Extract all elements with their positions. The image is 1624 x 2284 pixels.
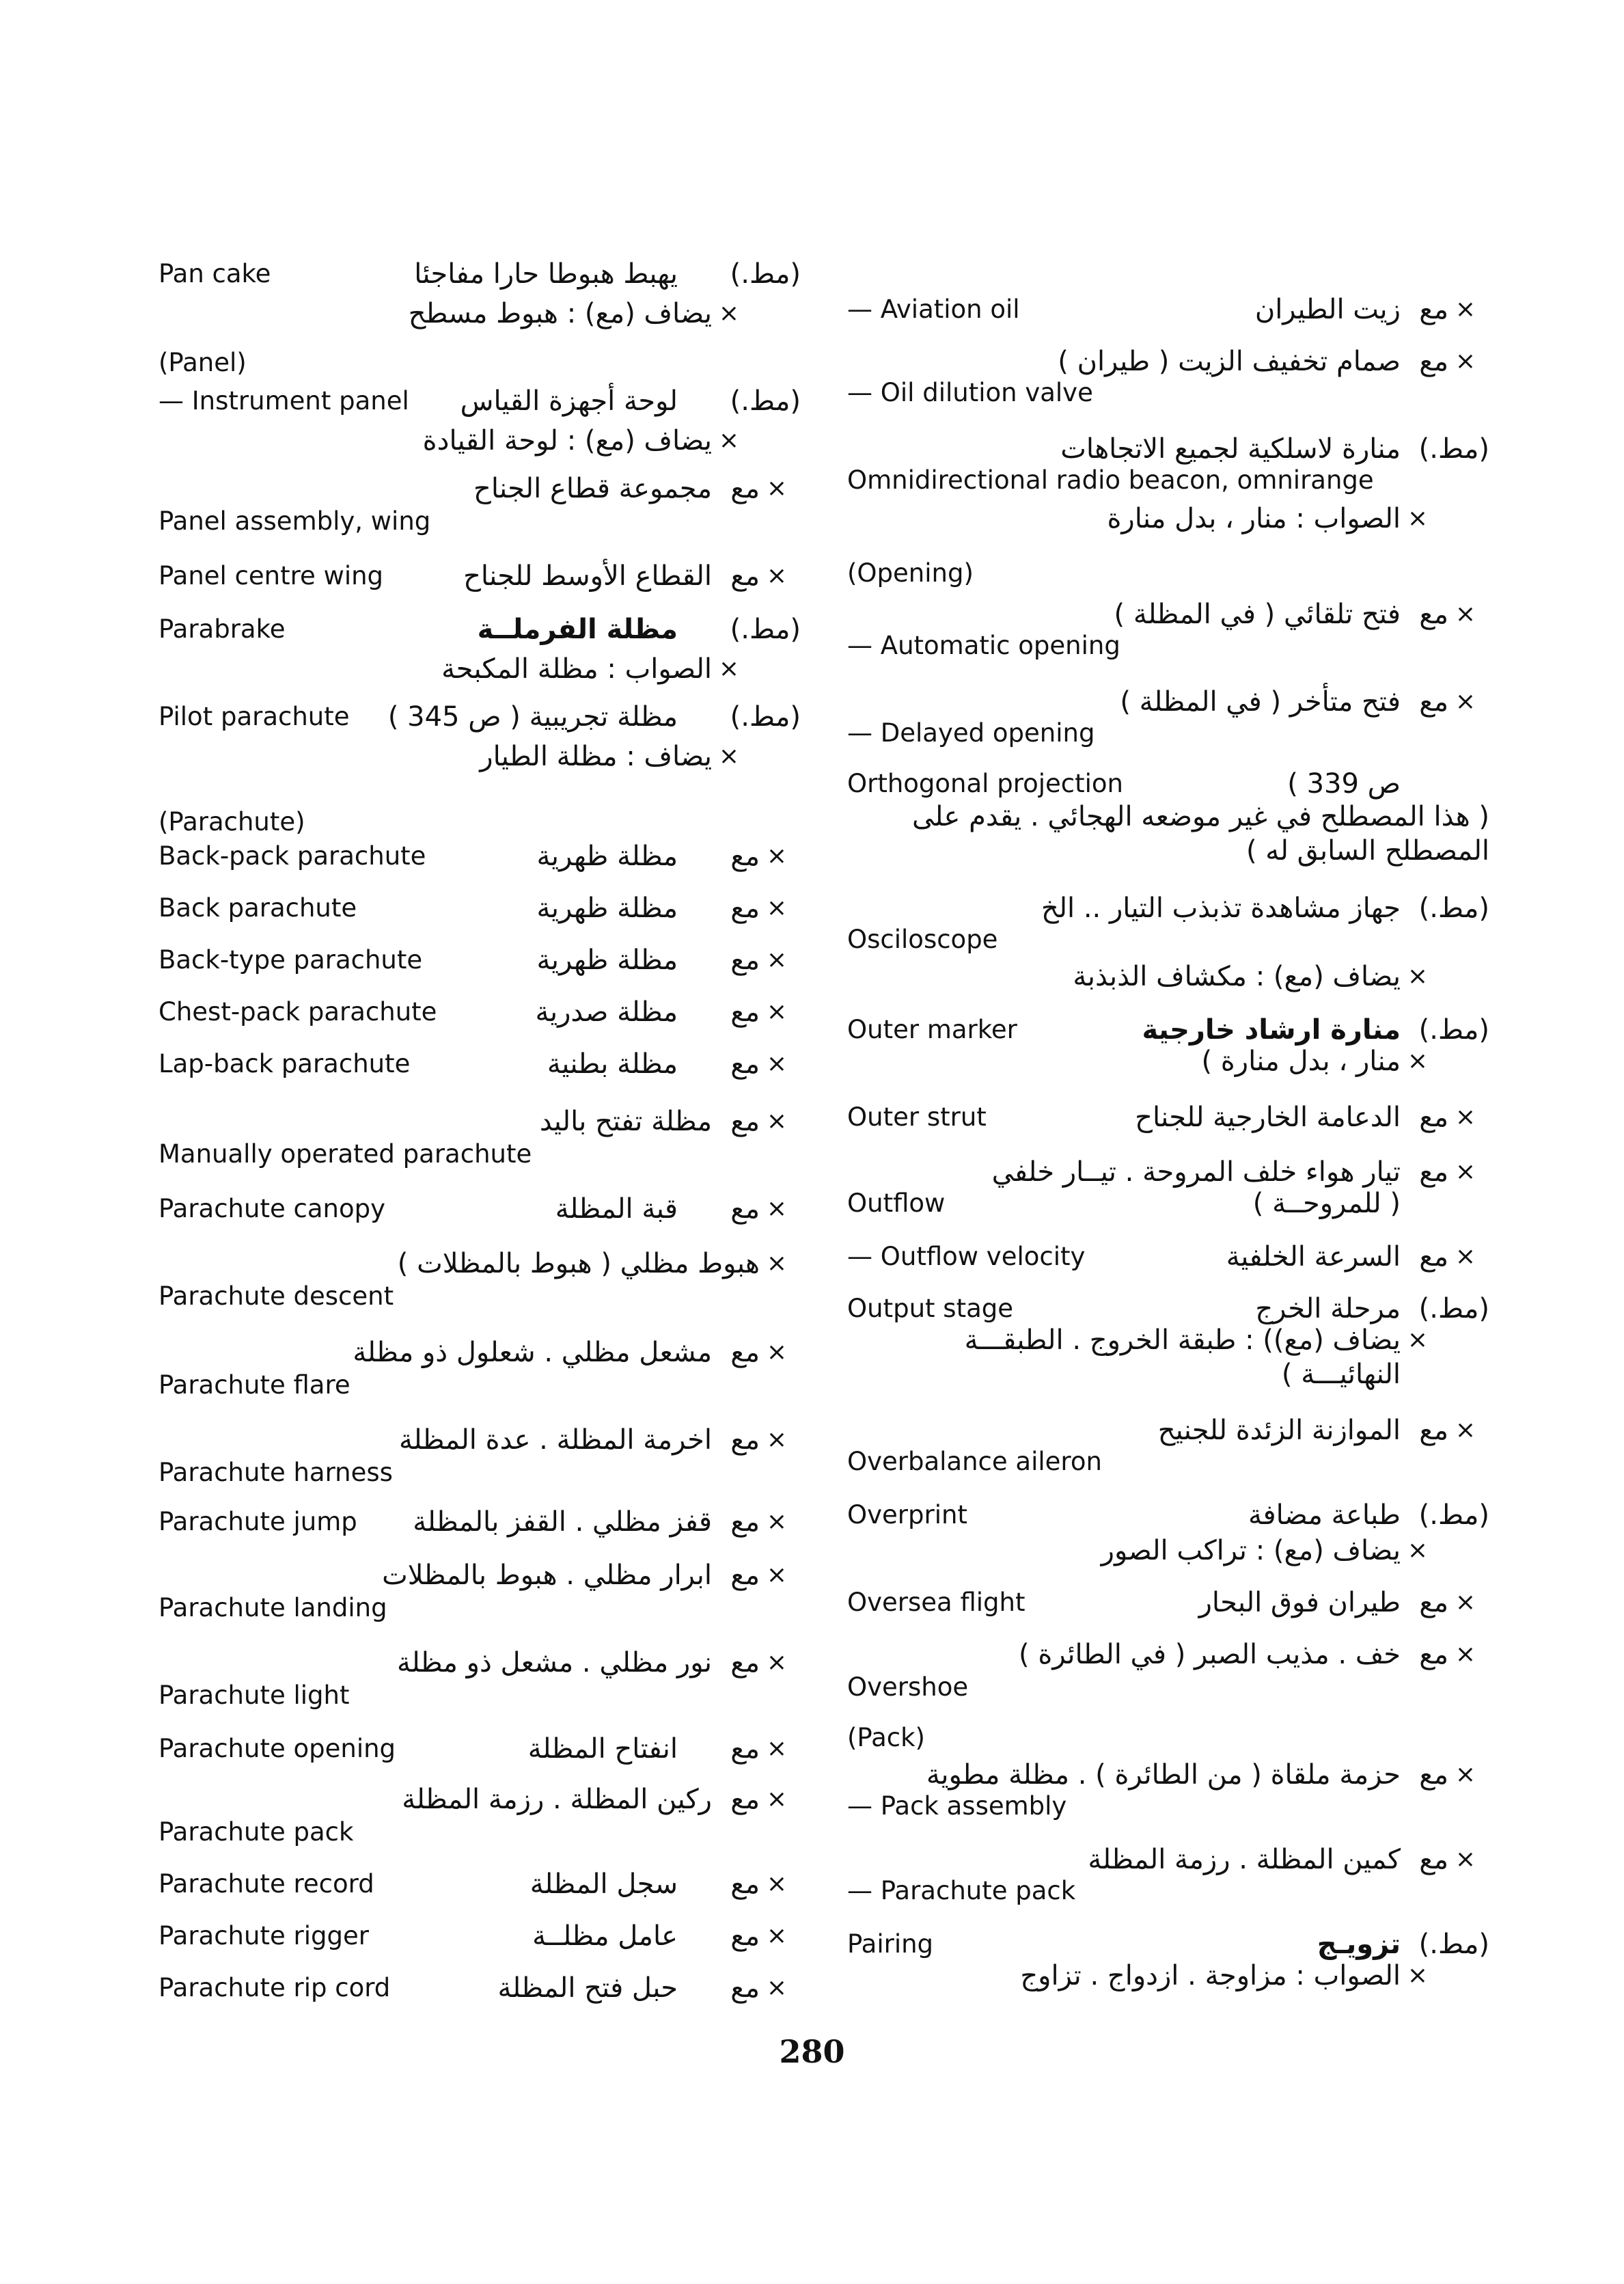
cross-mark: × <box>766 998 787 1026</box>
entry-marker: مع <box>730 1972 760 2004</box>
entry-row <box>159 1647 801 1710</box>
entry-row <box>159 1972 801 2015</box>
entry-arabic: قبة المظلة <box>555 1193 678 1225</box>
entry-english: Oversea flight <box>847 1588 1026 1617</box>
entry-marker: (مط.) <box>730 614 801 645</box>
entry-row <box>159 258 801 329</box>
entry-row <box>159 996 801 1039</box>
entry-marker: (مط.) <box>730 258 801 290</box>
cross-mark: × <box>1455 1242 1476 1270</box>
entry-row <box>847 1587 1489 1629</box>
entry-english: Parachute descent <box>159 1281 394 1311</box>
cross-mark: × <box>766 1338 787 1366</box>
entry-arabic-note: الصواب : منار ، بدل منارة <box>1107 503 1401 534</box>
entry-english: Parachute rip cord <box>159 1973 391 2002</box>
entry-row <box>159 1248 801 1311</box>
cross-mark: × <box>766 1426 787 1454</box>
entry-arabic: مظلة ظهرية <box>536 893 678 924</box>
entry-row <box>159 1784 801 1847</box>
entry-arabic: مظلة تفتح باليد <box>539 1106 712 1137</box>
entry-marker: مع <box>730 841 760 872</box>
cross-mark: × <box>766 1735 787 1763</box>
entry-english: Overprint <box>847 1500 967 1530</box>
entry-english: (Panel) <box>159 348 247 377</box>
entry-row <box>847 893 1489 992</box>
entry-marker: مع <box>730 893 760 924</box>
entry-marker: مع <box>1419 1759 1448 1791</box>
entry-arabic-note: الصواب : مزاوجة . ازدواج . تزاوج <box>1020 1960 1401 1991</box>
entry-english: — Parachute pack <box>847 1876 1076 1905</box>
entry-row <box>159 841 801 883</box>
entry-english: Panel centre wing <box>159 561 384 590</box>
entry-arabic: لوحة أجهزة القياس <box>460 385 678 417</box>
cross-mark: × <box>1455 1588 1476 1616</box>
cross-mark: × <box>766 474 787 502</box>
entry-row <box>159 1506 801 1549</box>
entry-row <box>847 1102 1489 1144</box>
entry-english: Omnidirectional radio beacon, omnirange <box>847 465 1374 495</box>
entry-arabic: مشعل مظلي . شعلول ذو مظلة <box>353 1337 712 1368</box>
entry-english: Overshoe <box>847 1672 969 1702</box>
entry-row <box>159 944 801 987</box>
entry-row <box>159 1106 801 1169</box>
entry-marker: مع <box>730 560 760 592</box>
entry-marker: مع <box>730 1647 760 1678</box>
cross-mark: × <box>766 1107 787 1135</box>
entry-arabic-note: منار ، بدل منارة ) <box>1201 1046 1401 1077</box>
entry-english: Orthogonal projection <box>847 769 1124 798</box>
entry-english: Parachute jump <box>159 1507 357 1536</box>
cross-mark: × <box>1407 1326 1428 1354</box>
entry-arabic-note: الصواب : مظلة المكبحة <box>441 653 712 685</box>
entry-arabic: ركين المظلة . رزمة المظلة <box>402 1784 712 1815</box>
entry-arabic: مجموعة قطاع الجناح <box>473 473 712 504</box>
entry-arabic: مظلة بطنية <box>547 1048 678 1080</box>
entry-row <box>847 294 1489 336</box>
entry-english: Overbalance aileron <box>847 1447 1102 1476</box>
entry-marker: (مط.) <box>1418 893 1489 924</box>
entry-arabic: هبوط مظلي ( هبوط بالمظلات ) <box>397 1248 760 1279</box>
entry-row <box>847 1014 1489 1077</box>
entry-row <box>847 599 1489 660</box>
entry-arabic: مرحلة الخرج <box>1255 1293 1401 1324</box>
entry-row <box>847 1844 1489 1905</box>
cross-mark: × <box>766 842 787 870</box>
entry-arabic: عامل مظلــة <box>532 1920 678 1952</box>
cross-mark: × <box>718 655 739 683</box>
cross-mark: × <box>1407 1047 1428 1075</box>
entry-row <box>159 1560 801 1622</box>
cross-mark: × <box>718 299 739 327</box>
entry-arabic: السرعة الخلفية <box>1226 1241 1401 1273</box>
section-heading <box>847 1722 1489 1765</box>
entry-arabic: سجل المظلة <box>529 1868 678 1900</box>
entry-english: Parachute harness <box>159 1458 393 1487</box>
section-heading <box>847 558 1489 600</box>
cross-mark: × <box>766 894 787 922</box>
entry-english: Pan cake <box>159 259 271 288</box>
entry-marker: مع <box>1419 599 1448 630</box>
entry-arabic: الموازنة الزئدة للجنيح <box>1157 1415 1401 1446</box>
entry-marker: مع <box>730 996 760 1028</box>
entry-arabic: كمين المظلة . رزمة المظلة <box>1088 1844 1401 1875</box>
entry-marker: مع <box>1419 346 1448 377</box>
entry-english: Back-pack parachute <box>159 841 426 871</box>
cross-mark: × <box>1455 1416 1476 1444</box>
entry-english: Manually operated parachute <box>159 1139 532 1169</box>
page-number: 280 <box>779 2033 845 2070</box>
entry-english: Parachute opening <box>159 1734 396 1763</box>
cross-mark: × <box>766 1870 787 1898</box>
entry-arabic: حزمة ملقاة ( من الطائرة ) . مظلة مطوية <box>926 1759 1401 1791</box>
entry-marker: مع <box>1419 1415 1448 1446</box>
entry-english: Outer strut <box>847 1102 987 1132</box>
entry-marker: مع <box>1419 1587 1448 1618</box>
entry-english: Lap-back parachute <box>159 1049 411 1078</box>
entry-arabic: الدعامة الخارجية للجناح <box>1135 1102 1401 1133</box>
entry-arabic-note: النهائيـــة ) <box>1281 1359 1401 1390</box>
entry-arabic-note: ( للمروحــة ) <box>1252 1188 1401 1219</box>
entry-english: (Opening) <box>847 558 974 588</box>
entry-row <box>159 1920 801 1963</box>
entry-arabic: تزويـج <box>1317 1929 1401 1960</box>
entry-english: Outflow <box>847 1188 946 1218</box>
entry-marker: مع <box>1419 686 1448 718</box>
entry-marker: مع <box>1419 1102 1448 1133</box>
cross-mark: × <box>1455 1103 1476 1131</box>
entry-row <box>847 433 1489 534</box>
entry-row <box>159 1868 801 1911</box>
entry-marker: (مط.) <box>730 701 801 733</box>
entry-arabic: مظلة صدرية <box>535 996 678 1028</box>
entry-row <box>847 1293 1489 1390</box>
entry-arabic: فتح متأخر ( في المظلة ) <box>1120 686 1401 718</box>
entry-english: Output stage <box>847 1294 1013 1323</box>
entry-arabic: يهبط هبوطا حارا مفاجئا <box>414 258 678 290</box>
entry-english: — Instrument panel <box>159 386 409 416</box>
entry-arabic: طباعة مضافة <box>1248 1499 1401 1531</box>
entry-english: (Parachute) <box>159 807 305 837</box>
entry-row <box>847 1415 1489 1476</box>
entry-english: — Pack assembly <box>847 1791 1067 1821</box>
entry-marker: (مط.) <box>1418 1293 1489 1324</box>
cross-mark: × <box>1407 1536 1428 1564</box>
entry-arabic: ص 339 ) <box>1287 768 1401 800</box>
entry-row <box>159 1193 801 1236</box>
cross-mark: × <box>1455 347 1476 375</box>
entry-marker: مع <box>730 1733 760 1765</box>
cross-mark: × <box>1407 962 1428 990</box>
entry-english: Parachute canopy <box>159 1194 385 1223</box>
entry-english: Pairing <box>847 1929 934 1959</box>
cross-mark: × <box>766 1249 787 1277</box>
cross-mark: × <box>1455 1158 1476 1186</box>
entry-arabic-note: يضاف (مع) : لوحة القيادة <box>422 425 712 457</box>
cross-mark: × <box>766 1050 787 1078</box>
entry-arabic: خف . مذيب الصبر ( في الطائرة ) <box>1019 1639 1401 1670</box>
entry-english: Panel assembly, wing <box>159 506 431 536</box>
entry-arabic: صمام تخفيف الزيت ( طيران ) <box>1058 346 1401 377</box>
entry-row <box>847 768 1489 867</box>
entry-row <box>159 1337 801 1400</box>
entry-arabic-note: يضاف (مع) : تراكب الصور <box>1101 1535 1401 1566</box>
entry-arabic: اخرمة المظلة . عدة المظلة <box>398 1424 712 1456</box>
cross-mark: × <box>766 1974 787 2002</box>
entry-row <box>159 1424 801 1487</box>
cross-mark: × <box>766 1195 787 1223</box>
entry-english: — Delayed opening <box>847 718 1095 748</box>
entry-row <box>159 473 801 536</box>
cross-mark: × <box>766 1648 787 1676</box>
entry-arabic: مظلة ظهرية <box>536 944 678 976</box>
cross-mark: × <box>1407 504 1428 532</box>
entry-marker: مع <box>730 473 760 504</box>
entry-marker: (مط.) <box>1418 1499 1489 1531</box>
entry-english: Chest-pack parachute <box>159 997 437 1027</box>
entry-row <box>847 1241 1489 1283</box>
entry-arabic-note: يضاف : مظلة الطيار <box>480 741 712 772</box>
entry-row <box>159 1048 801 1091</box>
cross-mark: × <box>1455 1640 1476 1668</box>
entry-marker: مع <box>1419 294 1448 325</box>
entry-marker: مع <box>730 1920 760 1952</box>
entry-marker: مع <box>730 1560 760 1591</box>
entry-row <box>847 1759 1489 1821</box>
entry-row <box>847 1639 1489 1702</box>
entry-marker: مع <box>1419 1844 1448 1875</box>
entry-english: Back-type parachute <box>159 945 423 975</box>
entry-english: — Automatic opening <box>847 631 1120 660</box>
entry-row <box>159 385 801 457</box>
entry-marker: (مط.) <box>1418 1014 1489 1046</box>
entry-english: Osciloscope <box>847 925 998 954</box>
entry-row <box>847 1156 1489 1219</box>
entry-english: Back parachute <box>159 893 357 923</box>
entry-english: Parachute record <box>159 1869 374 1899</box>
entry-arabic: انفتاح المظلة <box>527 1733 678 1765</box>
cross-mark: × <box>766 1508 787 1536</box>
entry-marker: (مط.) <box>1418 1929 1489 1960</box>
entry-english: (Pack) <box>847 1723 925 1752</box>
entry-row <box>159 701 801 772</box>
entry-arabic: فتح تلقائي ( في المظلة ) <box>1114 599 1401 630</box>
entry-marker: (مط.) <box>1418 433 1489 465</box>
entry-marker: (مط.) <box>730 385 801 417</box>
entry-arabic: طيران فوق البحار <box>1198 1587 1401 1618</box>
cross-mark: × <box>766 1561 787 1589</box>
cross-mark: × <box>766 562 787 590</box>
entry-english: Parachute pack <box>159 1817 354 1847</box>
entry-english: Parachute rigger <box>159 1921 369 1950</box>
entry-arabic: مظلة الفرملــة <box>477 614 678 645</box>
entry-marker: مع <box>730 1337 760 1368</box>
entry-arabic: تيار هواء خلف المروحة . تيــار خلفي <box>991 1156 1401 1188</box>
entry-marker: مع <box>730 1106 760 1137</box>
entry-row <box>159 614 801 685</box>
entry-arabic: مظلة ظهرية <box>536 841 678 872</box>
entry-row <box>159 893 801 935</box>
entry-arabic: نور مظلي . مشعل ذو مظلة <box>397 1647 712 1678</box>
cross-mark: × <box>766 1922 787 1950</box>
entry-english: Pilot parachute <box>159 702 350 731</box>
entry-english: Outer marker <box>847 1015 1017 1044</box>
entry-row <box>159 560 801 603</box>
cross-mark: × <box>1455 688 1476 716</box>
entry-english: Parachute landing <box>159 1593 387 1622</box>
entry-english: Parabrake <box>159 614 286 644</box>
entry-arabic-note: يضاف (مع) : هبوط مسطح <box>408 298 712 329</box>
entry-marker: مع <box>730 1048 760 1080</box>
entry-row <box>847 1499 1489 1566</box>
entry-arabic: حبل فتح المظلة <box>497 1972 678 2004</box>
cross-mark: × <box>718 426 739 454</box>
entry-arabic-note: يضاف (مع)) : طبقة الخروج . الطبقـــة <box>964 1324 1401 1356</box>
entry-english: Parachute flare <box>159 1370 350 1400</box>
entry-row <box>847 686 1489 748</box>
entry-english: — Outflow velocity <box>847 1242 1086 1271</box>
cross-mark: × <box>1455 1760 1476 1789</box>
section-heading <box>159 347 801 390</box>
cross-mark: × <box>766 1785 787 1813</box>
entry-arabic: جهاز مشاهدة تذبذب التيار .. الخ <box>1041 893 1401 924</box>
entry-arabic-note: المصطلح السابق له ) <box>1245 835 1489 867</box>
cross-mark: × <box>718 742 739 770</box>
entry-row <box>159 1733 801 1776</box>
entry-marker: مع <box>730 1868 760 1900</box>
cross-mark: × <box>1407 1961 1428 1989</box>
entry-marker: مع <box>730 944 760 976</box>
cross-mark: × <box>766 946 787 974</box>
entry-marker: مع <box>1419 1241 1448 1273</box>
entry-english: — Oil dilution valve <box>847 378 1093 407</box>
entry-arabic: منارة لاسلكية لجميع الاتجاهات <box>1060 433 1401 465</box>
entry-marker: مع <box>1419 1639 1448 1670</box>
cross-mark: × <box>1455 295 1476 323</box>
entry-row <box>847 1929 1489 1991</box>
entry-arabic: زيت الطيران <box>1254 294 1401 325</box>
entry-english: — Aviation oil <box>847 295 1020 324</box>
entry-arabic: مظلة تجريبية ( ص 345 ) <box>387 701 678 733</box>
entry-marker: مع <box>730 1784 760 1815</box>
entry-arabic: القطاع الأوسط للجناح <box>463 560 712 592</box>
entry-arabic: قفز مظلي . القفز بالمظلة <box>413 1506 712 1538</box>
entry-marker: مع <box>730 1193 760 1225</box>
entry-marker: مع <box>730 1424 760 1456</box>
cross-mark: × <box>1455 1845 1476 1873</box>
cross-mark: × <box>1455 600 1476 628</box>
entry-row <box>847 346 1489 407</box>
entry-arabic-note: يضاف (مع) : مكشاف الذبذبة <box>1073 961 1401 992</box>
entry-english: Parachute light <box>159 1681 350 1710</box>
entry-marker: مع <box>730 1506 760 1538</box>
entry-arabic-note: ( هذا المصطلح في غير موضعه الهجائي . يقدم على <box>911 801 1489 832</box>
entry-arabic: ابرار مظلي . هبوط بالمظلات <box>382 1560 712 1591</box>
entry-arabic: منارة ارشاد خارجية <box>1142 1014 1401 1046</box>
entry-marker: مع <box>1419 1156 1448 1188</box>
